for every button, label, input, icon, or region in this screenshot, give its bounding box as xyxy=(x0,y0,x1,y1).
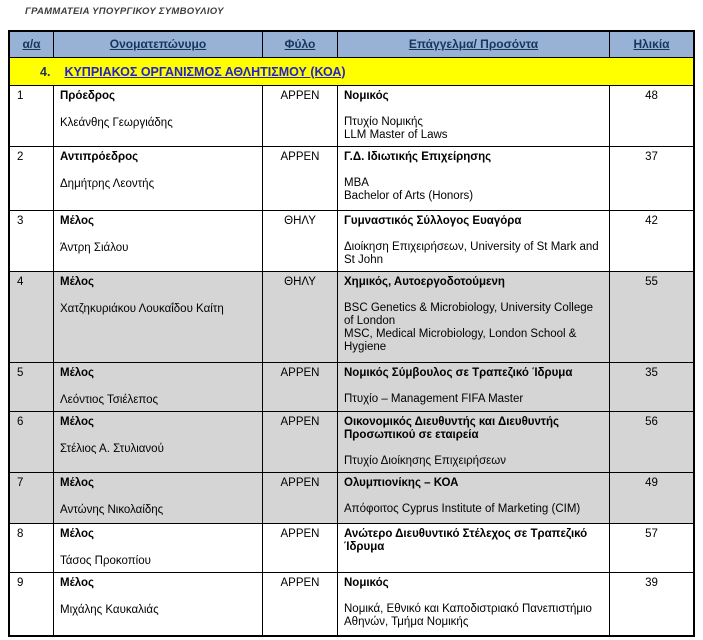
row-number-cell: 9 xyxy=(10,573,54,635)
section-header-row xyxy=(10,58,693,86)
profession-cell xyxy=(338,147,610,210)
qualification-line: BSC Genetics & Microbiology, University College of London xyxy=(344,302,594,327)
col-header-profession: Επάγγελμα/ Προσόντα xyxy=(338,32,610,57)
table-row xyxy=(10,86,693,147)
profession-title: Οικονομικός Διευθυντής και Διευθυντής Προσωπικού σε εταιρεία xyxy=(344,416,560,441)
qualification-line: Διοίκηση Επιχειρήσεων, University of St Mark and St John xyxy=(344,241,599,266)
row-number-cell: 1 xyxy=(10,86,54,146)
qualifications xyxy=(344,455,603,468)
age-cell: 57 xyxy=(645,528,658,540)
age-cell: 56 xyxy=(645,416,658,428)
name-cell xyxy=(54,272,263,362)
person-name: Δημήτρης Λεοντής xyxy=(60,178,155,190)
name-cell xyxy=(54,363,263,411)
profession-cell xyxy=(338,86,610,146)
qualification-line: MSC, Medical Microbiology, London School & Hygiene xyxy=(344,328,577,353)
person-name: Χατζηκυριάκου Λουκαΐδου Καίτη xyxy=(60,303,224,315)
profession-title: Νομικός xyxy=(344,577,389,589)
qualification-line: Πτυχίο – Management FIFA Master xyxy=(344,393,524,405)
profession-cell xyxy=(338,573,610,635)
profession-title: Ολυμπιονίκης – ΚΟΑ xyxy=(344,477,459,489)
role-label: Μέλος xyxy=(60,577,95,589)
gender-cell: ΑΡΡΕΝ xyxy=(263,412,338,472)
qualification-line: Απόφοιτος Cyprus Institute of Marketing (CIM) xyxy=(344,503,581,515)
col-header-name: Ονοματεπώνυμο xyxy=(54,32,263,57)
profession-title: Νομικός xyxy=(344,90,389,102)
qualifications xyxy=(344,603,603,629)
role-label: Μέλος xyxy=(60,215,95,227)
document-header: ΓΡΑΜΜΑΤΕΙΑ ΥΠΟΥΡΓΙΚΟΥ ΣΥΜΒΟΥΛΙΟΥ xyxy=(25,6,224,17)
table-row xyxy=(10,473,693,524)
role-label: Πρόεδρος xyxy=(60,90,115,102)
gender-cell: ΑΡΡΕΝ xyxy=(263,473,338,523)
table-header-row xyxy=(10,32,693,58)
profession-title: Νομικός Σύμβουλος σε Τραπεζικό Ίδρυμα xyxy=(344,367,573,379)
gender-cell: ΑΡΡΕΝ xyxy=(263,524,338,572)
profession-cell xyxy=(338,473,610,523)
person-name: Άντρη Σιάλου xyxy=(60,242,129,254)
role-label: Αντιπρόεδρος xyxy=(60,151,139,163)
profession-title: Γ.Δ. Ιδιωτικής Επιχείρησης xyxy=(344,151,492,163)
profession-cell xyxy=(338,272,610,362)
profession-title: Γυμναστικός Σύλλογος Ευαγόρα xyxy=(344,215,522,227)
person-name: Τάσος Προκοπίου xyxy=(60,555,151,567)
person-name: Κλεάνθης Γεωργιάδης xyxy=(60,117,173,129)
age-cell: 35 xyxy=(645,367,658,379)
profession-cell xyxy=(338,363,610,411)
age-cell: 48 xyxy=(645,90,658,102)
profession-cell xyxy=(338,412,610,472)
members-table xyxy=(8,30,695,637)
person-name: Μιχάλης Καυκαλιάς xyxy=(60,604,159,616)
age-cell: 39 xyxy=(645,577,658,589)
age-cell: 42 xyxy=(645,215,658,227)
row-number-cell: 3 xyxy=(10,211,54,271)
table-row xyxy=(10,272,693,363)
gender-cell: ΑΡΡΕΝ xyxy=(263,147,338,210)
qualification-line: LLM Master of Laws xyxy=(344,129,448,141)
qualification-line: Bachelor of Arts (Honors) xyxy=(344,190,474,202)
row-number-cell: 2 xyxy=(10,147,54,210)
row-number-cell: 8 xyxy=(10,524,54,572)
age-cell: 49 xyxy=(645,477,658,489)
gender-cell: ΑΡΡΕΝ xyxy=(263,86,338,146)
qualifications xyxy=(344,503,603,516)
qualifications xyxy=(344,177,603,203)
qualification-line: MBA xyxy=(344,177,369,189)
name-cell xyxy=(54,524,263,572)
profession-cell xyxy=(338,524,610,572)
col-header-num: α/α xyxy=(10,32,54,57)
row-number-cell: 5 xyxy=(10,363,54,411)
qualification-line: Πτυχίο Νομικής xyxy=(344,116,423,128)
role-label: Μέλος xyxy=(60,416,95,428)
section-number: 4. xyxy=(40,64,51,79)
name-cell xyxy=(54,211,263,271)
role-label: Μέλος xyxy=(60,276,95,288)
role-label: Μέλος xyxy=(60,367,95,379)
profession-cell xyxy=(338,211,610,271)
qualifications xyxy=(344,116,603,142)
name-cell xyxy=(54,473,263,523)
gender-cell: ΑΡΡΕΝ xyxy=(263,573,338,635)
person-name: Στέλιος Α. Στυλιανού xyxy=(60,443,164,455)
qualifications xyxy=(344,241,603,267)
role-label: Μέλος xyxy=(60,528,95,540)
col-header-gender: Φύλο xyxy=(263,32,338,57)
table-row xyxy=(10,412,693,473)
table-row xyxy=(10,524,693,573)
person-name: Αντώνης Νικολαίδης xyxy=(60,504,164,516)
qualifications xyxy=(344,393,603,406)
table-row xyxy=(10,573,693,635)
person-name: Λεόντιος Τσιέλεπος xyxy=(60,394,159,406)
gender-cell: ΘΗΛΥ xyxy=(263,272,338,362)
profession-title: Ανώτερο Διευθυντικό Στέλεχος σε Τραπεζικό Ίδρυμα xyxy=(344,528,588,553)
gender-cell: ΑΡΡΕΝ xyxy=(263,363,338,411)
name-cell xyxy=(54,412,263,472)
table-row xyxy=(10,147,693,211)
row-number-cell: 7 xyxy=(10,473,54,523)
age-cell: 55 xyxy=(645,276,658,288)
table-row xyxy=(10,363,693,412)
qualification-line: Νομικά, Εθνικό και Καποδιστριακό Πανεπιστήμιο Αθηνών, Τμήμα Νομικής xyxy=(344,603,592,628)
name-cell xyxy=(54,147,263,210)
col-header-age: Ηλικία xyxy=(633,37,670,51)
qualifications xyxy=(344,302,603,354)
gender-cell: ΘΗΛΥ xyxy=(263,211,338,271)
qualification-line: Πτυχίο Διοίκησης Επιχειρήσεων xyxy=(344,455,507,467)
age-cell: 37 xyxy=(645,151,658,163)
table-row xyxy=(10,211,693,272)
name-cell xyxy=(54,86,263,146)
row-number-cell: 4 xyxy=(10,272,54,362)
name-cell xyxy=(54,573,263,635)
profession-title: Χημικός, Αυτοεργοδοτούμενη xyxy=(344,276,505,288)
section-title: ΚΥΠΡΙΑΚΟΣ ΟΡΓΑΝΙΣΜΟΣ ΑΘΛΗΤΙΣΜΟΥ (ΚΟΑ) xyxy=(64,64,346,79)
role-label: Μέλος xyxy=(60,477,95,489)
row-number-cell: 6 xyxy=(10,412,54,472)
